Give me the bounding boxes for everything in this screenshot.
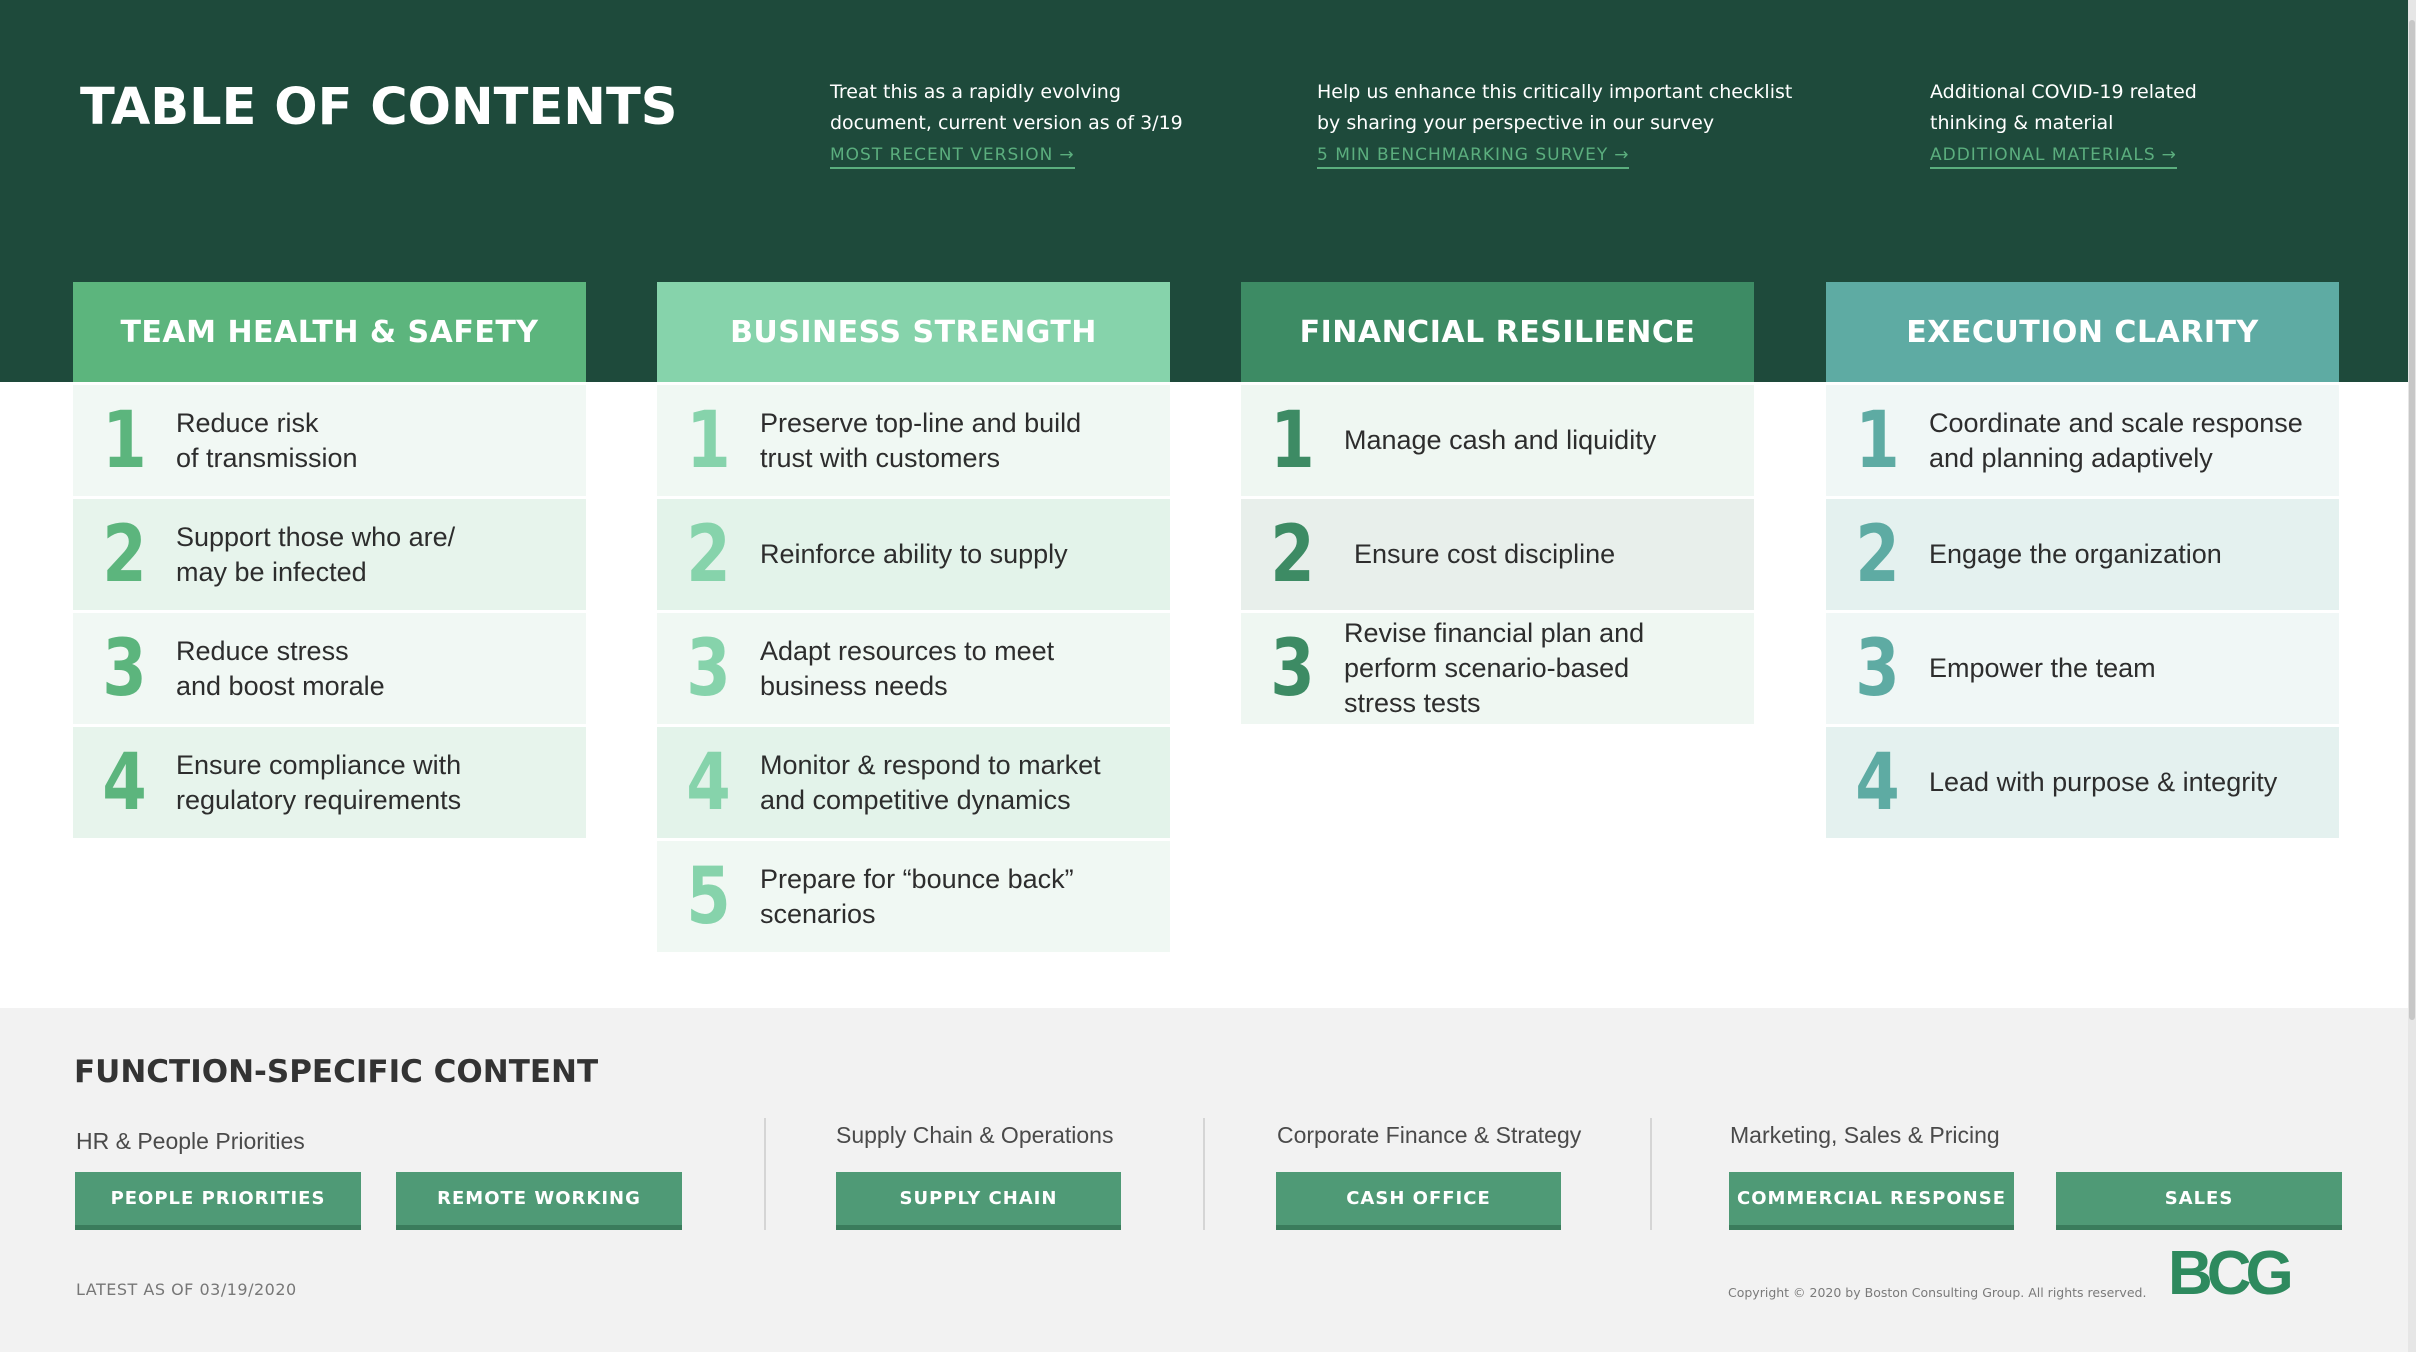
column-header-execution-clarity[interactable]: EXECUTION CLARITY <box>1826 282 2339 382</box>
item-label: Revise financial plan and perform scenario-based stress tests <box>1344 618 1645 718</box>
arrow-right-icon: → <box>1059 145 1075 165</box>
item-label: Empower the team <box>1929 653 2156 683</box>
item-label: Reduce stress and boost morale <box>176 635 385 701</box>
item-number: 2 <box>1270 509 1315 600</box>
toc-item[interactable] <box>1241 496 1754 610</box>
toc-item[interactable] <box>657 724 1170 838</box>
toc-item[interactable] <box>1826 382 2339 496</box>
item-label: Prepare for “bounce back” scenarios <box>760 863 1074 929</box>
supply-chain-button[interactable]: SUPPLY CHAIN <box>836 1172 1121 1230</box>
item-label: Preserve top-line and build trust with customers <box>760 407 1082 473</box>
link-label: 5 MIN BENCHMARKING SURVEY <box>1317 145 1609 165</box>
people-priorities-button[interactable]: PEOPLE PRIORITIES <box>75 1172 361 1230</box>
toc-item[interactable] <box>657 382 1170 496</box>
item-number: 4 <box>1855 737 1900 828</box>
page-title: TABLE OF CONTENTS <box>80 78 678 137</box>
item-number: 5 <box>686 851 731 942</box>
item-label: Ensure cost discipline <box>1354 539 1616 569</box>
item-number: 1 <box>1270 395 1315 486</box>
item-number: 1 <box>686 395 731 486</box>
function-specific-title: FUNCTION-SPECIFIC CONTENT <box>74 1054 599 1090</box>
item-number: 3 <box>686 623 731 714</box>
toc-item[interactable] <box>1826 724 2339 838</box>
header-info-text: Treat this as a rapidly evolving document, current version as of 3/19 <box>830 81 1183 134</box>
item-number: 1 <box>1855 395 1900 486</box>
toc-item[interactable] <box>73 382 586 496</box>
commercial-response-button[interactable]: COMMERCIAL RESPONSE <box>1729 1172 2014 1230</box>
column-header-team-health[interactable]: TEAM HEALTH & SAFETY <box>73 282 586 382</box>
column-execution-clarity <box>1826 282 2339 838</box>
latest-date: LATEST AS OF 03/19/2020 <box>76 1280 297 1299</box>
item-label: Reduce risk of transmission <box>176 407 358 473</box>
divider <box>1650 1118 1652 1230</box>
toc-item[interactable] <box>73 724 586 838</box>
item-label: Monitor & respond to market and competitive dynamics <box>760 749 1101 815</box>
arrow-right-icon: → <box>2161 145 2177 165</box>
item-number: 1 <box>102 395 147 486</box>
item-number: 2 <box>1855 509 1900 600</box>
toc-item[interactable] <box>1241 610 1754 724</box>
header-info-text: Help us enhance this critically important checklist by sharing your perspective in our survey <box>1317 81 1793 134</box>
column-header-financial-resilience[interactable]: FINANCIAL RESILIENCE <box>1241 282 1754 382</box>
item-label: Coordinate and scale response and planning adaptively <box>1929 407 2303 473</box>
item-label: Lead with purpose & integrity <box>1929 767 2278 797</box>
item-number: 2 <box>102 509 147 600</box>
item-label: Adapt resources to meet business needs <box>760 635 1055 701</box>
header-info-materials <box>1930 77 2410 169</box>
column-business-strength <box>657 282 1170 952</box>
column-team-health-safety <box>73 282 586 838</box>
most-recent-version-link[interactable] <box>830 145 1075 169</box>
toc-item[interactable] <box>657 838 1170 952</box>
column-header-business-strength[interactable]: BUSINESS STRENGTH <box>657 282 1170 382</box>
scrollbar-thumb[interactable] <box>2409 20 2415 1020</box>
column-financial-resilience <box>1241 282 1754 724</box>
divider <box>1203 1118 1205 1230</box>
arrow-right-icon: → <box>1614 145 1630 165</box>
category-marketing-sales: Marketing, Sales & Pricing <box>1730 1122 2000 1148</box>
header-info-survey <box>1317 77 1877 169</box>
item-label: Support those who are/ may be infected <box>176 521 456 587</box>
toc-item[interactable] <box>657 610 1170 724</box>
link-label: ADDITIONAL MATERIALS <box>1930 145 2156 165</box>
toc-item[interactable] <box>73 610 586 724</box>
toc-item[interactable] <box>1826 496 2339 610</box>
toc-item[interactable] <box>1241 382 1754 496</box>
additional-materials-link[interactable] <box>1930 145 2177 169</box>
item-number: 4 <box>102 737 147 828</box>
logo-text: BCG <box>2168 1240 2288 1304</box>
item-number: 3 <box>1270 623 1315 714</box>
copyright-text: Copyright © 2020 by Boston Consulting Group. All rights reserved. <box>1728 1285 2147 1300</box>
toc-item[interactable] <box>657 496 1170 610</box>
item-number: 3 <box>1855 623 1900 714</box>
divider <box>764 1118 766 1230</box>
category-supply-chain: Supply Chain & Operations <box>836 1122 1114 1148</box>
item-number: 4 <box>686 737 731 828</box>
header-info-version <box>830 77 1310 169</box>
category-corporate-finance: Corporate Finance & Strategy <box>1277 1122 1582 1148</box>
remote-working-button[interactable]: REMOTE WORKING <box>396 1172 682 1230</box>
bcg-logo <box>2168 1240 2298 1304</box>
item-label: Reinforce ability to supply <box>760 539 1068 569</box>
item-number: 3 <box>102 623 147 714</box>
item-number: 2 <box>686 509 731 600</box>
category-hr-people: HR & People Priorities <box>76 1128 305 1154</box>
sales-button[interactable]: SALES <box>2056 1172 2342 1230</box>
cash-office-button[interactable]: CASH OFFICE <box>1276 1172 1561 1230</box>
item-label: Manage cash and liquidity <box>1344 425 1657 455</box>
link-label: MOST RECENT VERSION <box>830 145 1054 165</box>
benchmarking-survey-link[interactable] <box>1317 145 1629 169</box>
header-info-text: Additional COVID-19 related thinking & material <box>1930 81 2197 134</box>
toc-item[interactable] <box>73 496 586 610</box>
toc-item[interactable] <box>1826 610 2339 724</box>
item-label: Ensure compliance with regulatory requirements <box>176 749 462 815</box>
item-label: Engage the organization <box>1929 539 2222 569</box>
